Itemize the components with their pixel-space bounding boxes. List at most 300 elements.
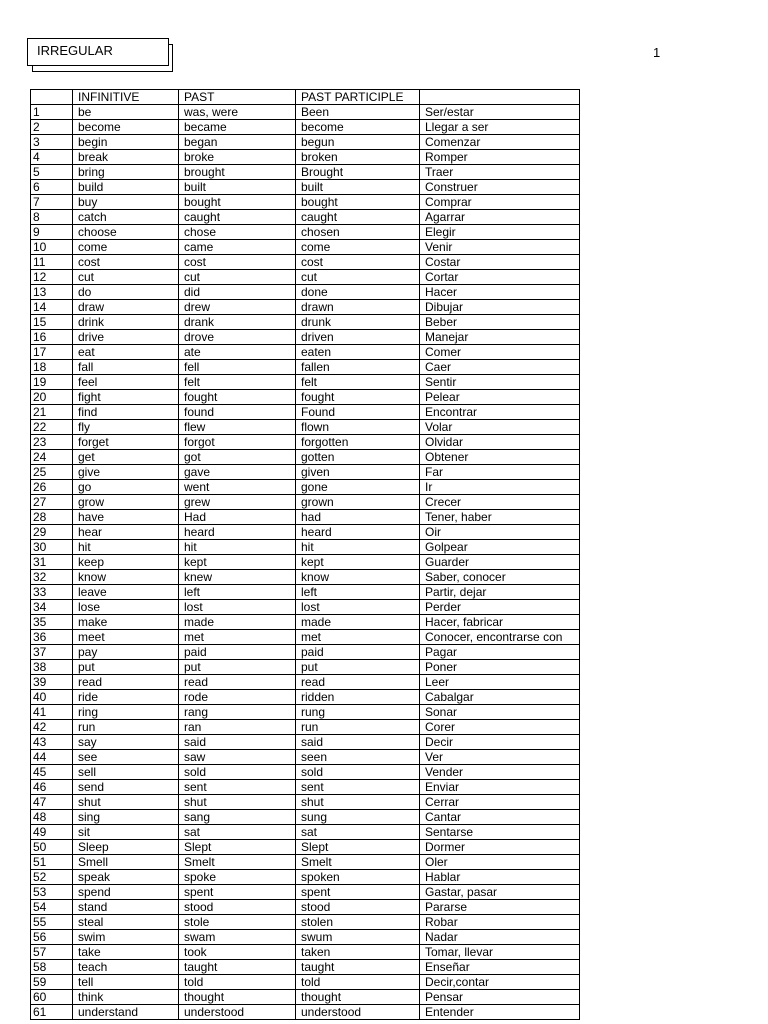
table-row bbox=[31, 540, 580, 555]
infinitive-cell: eat bbox=[73, 345, 179, 360]
translation-cell: Golpear bbox=[420, 540, 580, 555]
past-cell: did bbox=[179, 285, 296, 300]
past-participle-cell: put bbox=[296, 660, 420, 675]
row-number: 11 bbox=[31, 255, 73, 270]
past-participle-cell: grown bbox=[296, 495, 420, 510]
table-row bbox=[31, 135, 580, 150]
translation-cell: Cabalgar bbox=[420, 690, 580, 705]
infinitive-cell: be bbox=[73, 105, 179, 120]
table-row bbox=[31, 555, 580, 570]
row-number: 30 bbox=[31, 540, 73, 555]
past-cell: sang bbox=[179, 810, 296, 825]
row-number: 13 bbox=[31, 285, 73, 300]
table-row bbox=[31, 525, 580, 540]
header-past-participle: PAST PARTICIPLE bbox=[296, 90, 420, 105]
header-number bbox=[31, 90, 73, 105]
row-number: 8 bbox=[31, 210, 73, 225]
infinitive-cell: cut bbox=[73, 270, 179, 285]
table-row bbox=[31, 780, 580, 795]
infinitive-cell: fly bbox=[73, 420, 179, 435]
infinitive-cell: give bbox=[73, 465, 179, 480]
infinitive-cell: make bbox=[73, 615, 179, 630]
translation-cell: Partir, dejar bbox=[420, 585, 580, 600]
infinitive-cell: read bbox=[73, 675, 179, 690]
table-row bbox=[31, 915, 580, 930]
translation-cell: Oir bbox=[420, 525, 580, 540]
infinitive-cell: spend bbox=[73, 885, 179, 900]
table-row bbox=[31, 330, 580, 345]
translation-cell: Manejar bbox=[420, 330, 580, 345]
infinitive-cell: lose bbox=[73, 600, 179, 615]
past-cell: paid bbox=[179, 645, 296, 660]
infinitive-cell: get bbox=[73, 450, 179, 465]
table-row bbox=[31, 1005, 580, 1020]
past-participle-cell: become bbox=[296, 120, 420, 135]
table-row bbox=[31, 570, 580, 585]
infinitive-cell: ride bbox=[73, 690, 179, 705]
row-number: 5 bbox=[31, 165, 73, 180]
past-cell: rode bbox=[179, 690, 296, 705]
past-participle-cell: made bbox=[296, 615, 420, 630]
table-row bbox=[31, 435, 580, 450]
infinitive-cell: feel bbox=[73, 375, 179, 390]
table-row bbox=[31, 930, 580, 945]
past-cell: felt bbox=[179, 375, 296, 390]
past-cell: went bbox=[179, 480, 296, 495]
past-cell: told bbox=[179, 975, 296, 990]
past-participle-cell: kept bbox=[296, 555, 420, 570]
past-cell: spoke bbox=[179, 870, 296, 885]
infinitive-cell: sing bbox=[73, 810, 179, 825]
row-number: 57 bbox=[31, 945, 73, 960]
table-row bbox=[31, 465, 580, 480]
infinitive-cell: put bbox=[73, 660, 179, 675]
past-participle-cell: drunk bbox=[296, 315, 420, 330]
table-row bbox=[31, 210, 580, 225]
table-body bbox=[31, 105, 580, 1020]
table-row bbox=[31, 645, 580, 660]
translation-cell: Hacer bbox=[420, 285, 580, 300]
table-row bbox=[31, 630, 580, 645]
translation-cell: Saber, conocer bbox=[420, 570, 580, 585]
past-participle-cell: flown bbox=[296, 420, 420, 435]
row-number: 37 bbox=[31, 645, 73, 660]
table-row bbox=[31, 735, 580, 750]
row-number: 9 bbox=[31, 225, 73, 240]
infinitive-cell: drive bbox=[73, 330, 179, 345]
row-number: 22 bbox=[31, 420, 73, 435]
past-participle-cell: fallen bbox=[296, 360, 420, 375]
infinitive-cell: steal bbox=[73, 915, 179, 930]
infinitive-cell: choose bbox=[73, 225, 179, 240]
translation-cell: Guarder bbox=[420, 555, 580, 570]
row-number: 60 bbox=[31, 990, 73, 1005]
translation-cell: Cantar bbox=[420, 810, 580, 825]
translation-cell: Comer bbox=[420, 345, 580, 360]
translation-cell: Conocer, encontrarse con bbox=[420, 630, 580, 645]
translation-cell: Vender bbox=[420, 765, 580, 780]
table-row bbox=[31, 360, 580, 375]
table-row bbox=[31, 765, 580, 780]
table-row bbox=[31, 150, 580, 165]
row-number: 19 bbox=[31, 375, 73, 390]
infinitive-cell: know bbox=[73, 570, 179, 585]
past-cell: chose bbox=[179, 225, 296, 240]
past-cell: knew bbox=[179, 570, 296, 585]
table-row bbox=[31, 585, 580, 600]
translation-cell: Tomar, llevar bbox=[420, 945, 580, 960]
past-cell: gave bbox=[179, 465, 296, 480]
infinitive-cell: understand bbox=[73, 1005, 179, 1020]
infinitive-cell: sell bbox=[73, 765, 179, 780]
row-number: 7 bbox=[31, 195, 73, 210]
row-number: 6 bbox=[31, 180, 73, 195]
table-row bbox=[31, 975, 580, 990]
row-number: 2 bbox=[31, 120, 73, 135]
past-participle-cell: begun bbox=[296, 135, 420, 150]
row-number: 45 bbox=[31, 765, 73, 780]
past-participle-cell: stolen bbox=[296, 915, 420, 930]
row-number: 32 bbox=[31, 570, 73, 585]
table-row bbox=[31, 750, 580, 765]
past-participle-cell: understood bbox=[296, 1005, 420, 1020]
translation-cell: Cerrar bbox=[420, 795, 580, 810]
past-cell: drew bbox=[179, 300, 296, 315]
past-participle-cell: bought bbox=[296, 195, 420, 210]
past-participle-cell: spoken bbox=[296, 870, 420, 885]
translation-cell: Traer bbox=[420, 165, 580, 180]
translation-cell: Corer bbox=[420, 720, 580, 735]
past-participle-cell: sent bbox=[296, 780, 420, 795]
past-participle-cell: sold bbox=[296, 765, 420, 780]
translation-cell: Caer bbox=[420, 360, 580, 375]
infinitive-cell: go bbox=[73, 480, 179, 495]
table-row bbox=[31, 255, 580, 270]
row-number: 23 bbox=[31, 435, 73, 450]
row-number: 26 bbox=[31, 480, 73, 495]
table-row bbox=[31, 825, 580, 840]
past-participle-cell: left bbox=[296, 585, 420, 600]
translation-cell: Ver bbox=[420, 750, 580, 765]
past-participle-cell: thought bbox=[296, 990, 420, 1005]
past-cell: said bbox=[179, 735, 296, 750]
table-row bbox=[31, 870, 580, 885]
infinitive-cell: grow bbox=[73, 495, 179, 510]
past-participle-cell: felt bbox=[296, 375, 420, 390]
translation-cell: Romper bbox=[420, 150, 580, 165]
table-row bbox=[31, 450, 580, 465]
past-cell: drove bbox=[179, 330, 296, 345]
past-participle-cell: stood bbox=[296, 900, 420, 915]
row-number: 3 bbox=[31, 135, 73, 150]
past-cell: grew bbox=[179, 495, 296, 510]
table-row bbox=[31, 240, 580, 255]
table-row bbox=[31, 675, 580, 690]
row-number: 38 bbox=[31, 660, 73, 675]
infinitive-cell: keep bbox=[73, 555, 179, 570]
infinitive-cell: shut bbox=[73, 795, 179, 810]
row-number: 54 bbox=[31, 900, 73, 915]
past-cell: fought bbox=[179, 390, 296, 405]
past-participle-cell: said bbox=[296, 735, 420, 750]
translation-cell: Dibujar bbox=[420, 300, 580, 315]
past-cell: met bbox=[179, 630, 296, 645]
past-participle-cell: heard bbox=[296, 525, 420, 540]
translation-cell: Far bbox=[420, 465, 580, 480]
table-row bbox=[31, 795, 580, 810]
table-row bbox=[31, 180, 580, 195]
translation-cell: Dormer bbox=[420, 840, 580, 855]
infinitive-cell: begin bbox=[73, 135, 179, 150]
row-number: 48 bbox=[31, 810, 73, 825]
past-cell: cost bbox=[179, 255, 296, 270]
past-cell: cut bbox=[179, 270, 296, 285]
past-cell: came bbox=[179, 240, 296, 255]
table-row bbox=[31, 495, 580, 510]
row-number: 61 bbox=[31, 1005, 73, 1020]
infinitive-cell: ring bbox=[73, 705, 179, 720]
past-cell: Smelt bbox=[179, 855, 296, 870]
translation-cell: Pelear bbox=[420, 390, 580, 405]
table-row bbox=[31, 885, 580, 900]
row-number: 47 bbox=[31, 795, 73, 810]
infinitive-cell: think bbox=[73, 990, 179, 1005]
table-row bbox=[31, 225, 580, 240]
translation-cell: Poner bbox=[420, 660, 580, 675]
row-number: 31 bbox=[31, 555, 73, 570]
infinitive-cell: have bbox=[73, 510, 179, 525]
row-number: 44 bbox=[31, 750, 73, 765]
translation-cell: Perder bbox=[420, 600, 580, 615]
past-cell: heard bbox=[179, 525, 296, 540]
translation-cell: Olvidar bbox=[420, 435, 580, 450]
table-row bbox=[31, 420, 580, 435]
translation-cell: Pensar bbox=[420, 990, 580, 1005]
past-cell: saw bbox=[179, 750, 296, 765]
past-participle-cell: told bbox=[296, 975, 420, 990]
infinitive-cell: tell bbox=[73, 975, 179, 990]
past-cell: flew bbox=[179, 420, 296, 435]
infinitive-cell: Smell bbox=[73, 855, 179, 870]
infinitive-cell: drink bbox=[73, 315, 179, 330]
translation-cell: Sonar bbox=[420, 705, 580, 720]
table-row bbox=[31, 405, 580, 420]
past-cell: hit bbox=[179, 540, 296, 555]
past-cell: stole bbox=[179, 915, 296, 930]
row-number: 24 bbox=[31, 450, 73, 465]
infinitive-cell: come bbox=[73, 240, 179, 255]
row-number: 33 bbox=[31, 585, 73, 600]
row-number: 39 bbox=[31, 675, 73, 690]
infinitive-cell: fall bbox=[73, 360, 179, 375]
translation-cell: Pagar bbox=[420, 645, 580, 660]
past-cell: drank bbox=[179, 315, 296, 330]
past-participle-cell: forgotten bbox=[296, 435, 420, 450]
row-number: 50 bbox=[31, 840, 73, 855]
past-cell: got bbox=[179, 450, 296, 465]
table-row bbox=[31, 615, 580, 630]
document-title: IRREGULAR bbox=[27, 38, 169, 66]
table-row bbox=[31, 945, 580, 960]
table-row bbox=[31, 840, 580, 855]
table-row bbox=[31, 480, 580, 495]
infinitive-cell: hit bbox=[73, 540, 179, 555]
past-cell: ran bbox=[179, 720, 296, 735]
row-number: 36 bbox=[31, 630, 73, 645]
translation-cell: Nadar bbox=[420, 930, 580, 945]
past-participle-cell: Smelt bbox=[296, 855, 420, 870]
past-cell: ate bbox=[179, 345, 296, 360]
row-number: 15 bbox=[31, 315, 73, 330]
header-past: PAST bbox=[179, 90, 296, 105]
row-number: 18 bbox=[31, 360, 73, 375]
translation-cell: Comenzar bbox=[420, 135, 580, 150]
past-participle-cell: spent bbox=[296, 885, 420, 900]
past-participle-cell: cut bbox=[296, 270, 420, 285]
row-number: 59 bbox=[31, 975, 73, 990]
table-row bbox=[31, 165, 580, 180]
translation-cell: Gastar, pasar bbox=[420, 885, 580, 900]
row-number: 21 bbox=[31, 405, 73, 420]
translation-cell: Costar bbox=[420, 255, 580, 270]
table-row bbox=[31, 705, 580, 720]
past-participle-cell: Found bbox=[296, 405, 420, 420]
past-cell: took bbox=[179, 945, 296, 960]
translation-cell: Elegir bbox=[420, 225, 580, 240]
past-cell: built bbox=[179, 180, 296, 195]
infinitive-cell: see bbox=[73, 750, 179, 765]
table-row bbox=[31, 300, 580, 315]
table-row bbox=[31, 285, 580, 300]
infinitive-cell: Sleep bbox=[73, 840, 179, 855]
past-participle-cell: given bbox=[296, 465, 420, 480]
row-number: 25 bbox=[31, 465, 73, 480]
past-participle-cell: read bbox=[296, 675, 420, 690]
infinitive-cell: send bbox=[73, 780, 179, 795]
table-row bbox=[31, 660, 580, 675]
row-number: 58 bbox=[31, 960, 73, 975]
table-row bbox=[31, 720, 580, 735]
translation-cell: Enseñar bbox=[420, 960, 580, 975]
infinitive-cell: hear bbox=[73, 525, 179, 540]
translation-cell: Ser/estar bbox=[420, 105, 580, 120]
past-participle-cell: done bbox=[296, 285, 420, 300]
past-cell: fell bbox=[179, 360, 296, 375]
row-number: 12 bbox=[31, 270, 73, 285]
past-participle-cell: gone bbox=[296, 480, 420, 495]
row-number: 10 bbox=[31, 240, 73, 255]
row-number: 52 bbox=[31, 870, 73, 885]
translation-cell: Ir bbox=[420, 480, 580, 495]
table-row bbox=[31, 375, 580, 390]
infinitive-cell: pay bbox=[73, 645, 179, 660]
translation-cell: Agarrar bbox=[420, 210, 580, 225]
translation-cell: Hablar bbox=[420, 870, 580, 885]
infinitive-cell: say bbox=[73, 735, 179, 750]
infinitive-cell: catch bbox=[73, 210, 179, 225]
table-row bbox=[31, 690, 580, 705]
table-row bbox=[31, 345, 580, 360]
table-row bbox=[31, 195, 580, 210]
header-infinitive: INFINITIVE bbox=[73, 90, 179, 105]
infinitive-cell: buy bbox=[73, 195, 179, 210]
translation-cell: Decir,contar bbox=[420, 975, 580, 990]
past-cell: understood bbox=[179, 1005, 296, 1020]
past-participle-cell: Brought bbox=[296, 165, 420, 180]
row-number: 46 bbox=[31, 780, 73, 795]
past-participle-cell: shut bbox=[296, 795, 420, 810]
infinitive-cell: break bbox=[73, 150, 179, 165]
row-number: 27 bbox=[31, 495, 73, 510]
past-cell: began bbox=[179, 135, 296, 150]
past-cell: broke bbox=[179, 150, 296, 165]
past-participle-cell: seen bbox=[296, 750, 420, 765]
past-cell: read bbox=[179, 675, 296, 690]
row-number: 53 bbox=[31, 885, 73, 900]
past-participle-cell: paid bbox=[296, 645, 420, 660]
row-number: 49 bbox=[31, 825, 73, 840]
past-cell: sold bbox=[179, 765, 296, 780]
past-cell: lost bbox=[179, 600, 296, 615]
past-cell: sent bbox=[179, 780, 296, 795]
translation-cell: Crecer bbox=[420, 495, 580, 510]
past-participle-cell: built bbox=[296, 180, 420, 195]
infinitive-cell: do bbox=[73, 285, 179, 300]
past-cell: found bbox=[179, 405, 296, 420]
past-cell: rang bbox=[179, 705, 296, 720]
past-cell: brought bbox=[179, 165, 296, 180]
past-cell: put bbox=[179, 660, 296, 675]
row-number: 20 bbox=[31, 390, 73, 405]
past-cell: became bbox=[179, 120, 296, 135]
translation-cell: Encontrar bbox=[420, 405, 580, 420]
past-cell: forgot bbox=[179, 435, 296, 450]
infinitive-cell: leave bbox=[73, 585, 179, 600]
row-number: 34 bbox=[31, 600, 73, 615]
table-row bbox=[31, 960, 580, 975]
table-header-row bbox=[31, 90, 580, 105]
translation-cell: Cortar bbox=[420, 270, 580, 285]
table-row bbox=[31, 390, 580, 405]
infinitive-cell: take bbox=[73, 945, 179, 960]
infinitive-cell: forget bbox=[73, 435, 179, 450]
irregular-verbs-table bbox=[30, 89, 580, 1020]
past-participle-cell: chosen bbox=[296, 225, 420, 240]
past-cell: Slept bbox=[179, 840, 296, 855]
past-cell: was, were bbox=[179, 105, 296, 120]
past-participle-cell: had bbox=[296, 510, 420, 525]
page-number: 1 bbox=[653, 45, 661, 60]
infinitive-cell: bring bbox=[73, 165, 179, 180]
infinitive-cell: find bbox=[73, 405, 179, 420]
infinitive-cell: swim bbox=[73, 930, 179, 945]
table-row bbox=[31, 315, 580, 330]
translation-cell: Oler bbox=[420, 855, 580, 870]
table-row bbox=[31, 510, 580, 525]
past-participle-cell: hit bbox=[296, 540, 420, 555]
translation-cell: Venir bbox=[420, 240, 580, 255]
row-number: 1 bbox=[31, 105, 73, 120]
table-row bbox=[31, 855, 580, 870]
row-number: 51 bbox=[31, 855, 73, 870]
title-box bbox=[27, 38, 175, 74]
row-number: 55 bbox=[31, 915, 73, 930]
past-participle-cell: run bbox=[296, 720, 420, 735]
infinitive-cell: stand bbox=[73, 900, 179, 915]
past-cell: caught bbox=[179, 210, 296, 225]
past-participle-cell: know bbox=[296, 570, 420, 585]
translation-cell: Enviar bbox=[420, 780, 580, 795]
